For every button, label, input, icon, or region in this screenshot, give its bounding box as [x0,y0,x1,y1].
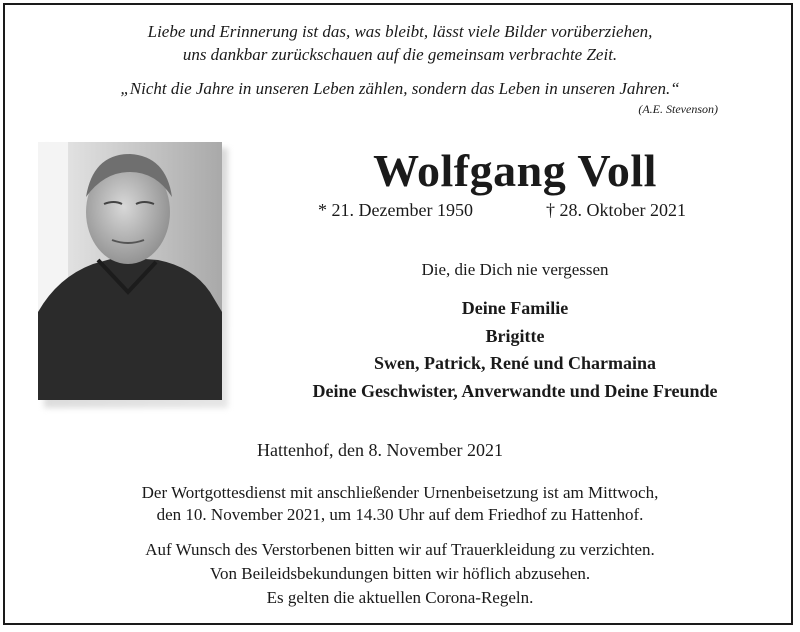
service-line: Der Wortgottesdienst mit anschließender Urnenbeisetzung ist am Mittwoch, [141,483,659,502]
quote-block [40,20,760,66]
mourner-line: Swen, Patrick, René und Charmaina [373,353,656,373]
death-date: † 28. Oktober 2021 [546,200,686,220]
quote-author: (A.E. Stevenson) [638,102,718,116]
quote-line: Liebe und Erinnerung ist das, was bleibt, lässt viele Bilder vorüberziehen, [147,22,653,41]
place-date: Hattenhof, den 8. November 2021 [257,440,503,460]
service-line: den 10. November 2021, um 14.30 Uhr auf dem Friedhof zu Hattenhof. [156,505,644,524]
quote-line: „Nicht die Jahre in unseren Leben zählen, sondern das Leben in unseren Jahren.“ [120,79,680,98]
mourner-line: Deine Familie [461,298,569,318]
service-info [60,482,740,526]
birth-date: * 21. Dezember 1950 [318,200,473,220]
portrait-photo [38,142,222,400]
mourner-line: Brigitte [485,325,545,346]
mourners-list [260,295,770,405]
mourner-line: Deine Geschwister, Anverwandte und Deine Freunde [312,380,718,401]
deceased-name: Wolfgang Voll [373,145,657,196]
note-line: Von Beileidsbekundungen bitten wir höflich abzusehen. [209,564,591,583]
notes-block [60,538,740,610]
mourners-intro: Die, die Dich nie vergessen [421,260,609,279]
note-line: Es gelten die aktuellen Corona-Regeln. [266,588,534,607]
note-line: Auf Wunsch des Verstorbenen bitten wir auf Trauerkleidung zu verzichten. [145,540,655,559]
quote-line: uns dankbar zurückschauen auf die gemeinsam verbrachte Zeit. [182,45,618,64]
